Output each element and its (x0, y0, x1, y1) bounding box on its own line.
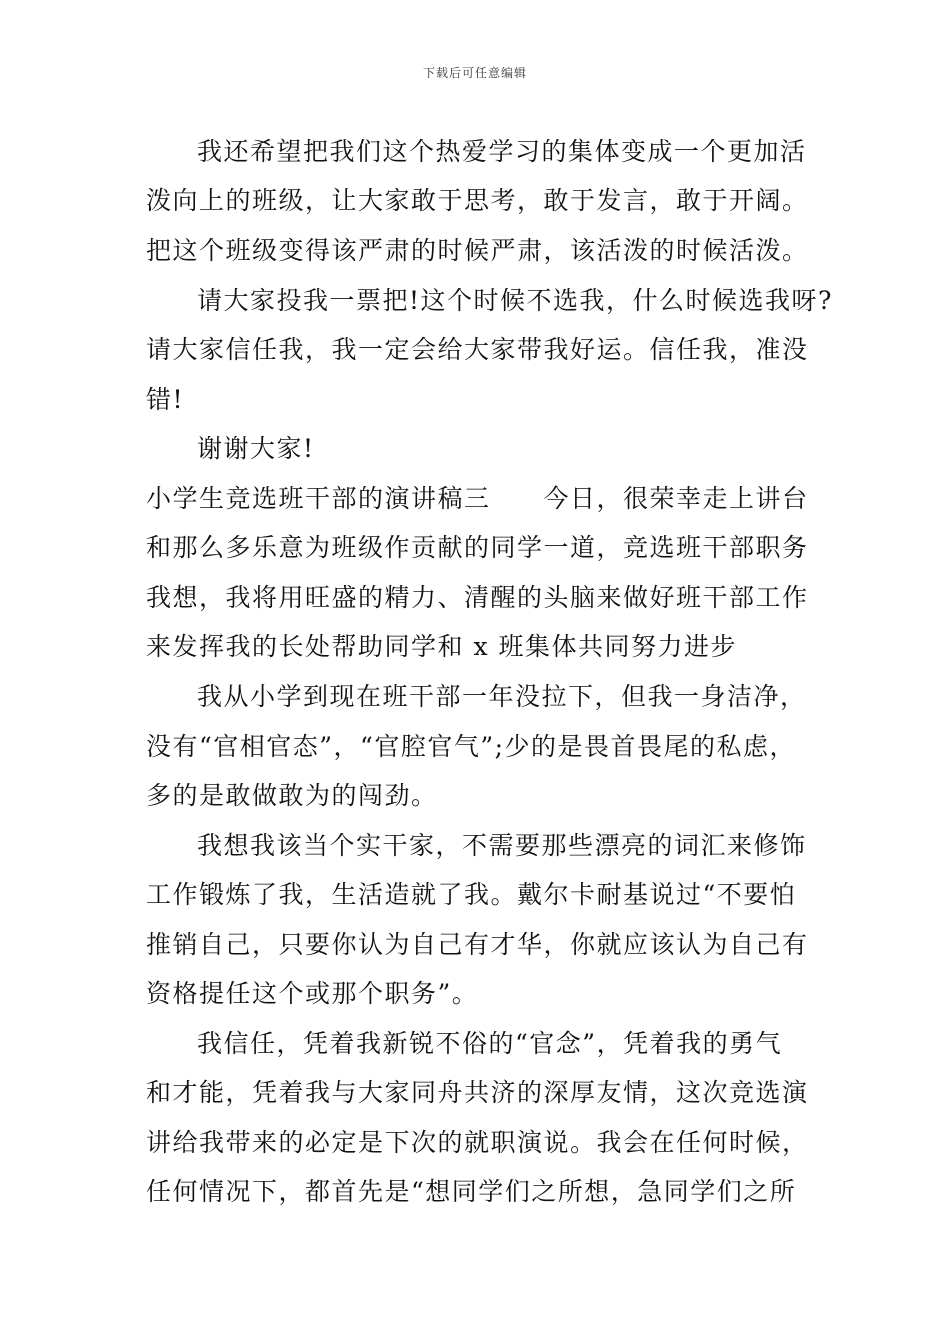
paragraph-line: 推销自己，只要你认为自己有才华，你就应该认为自己有 (146, 930, 809, 959)
paragraph-line: 泼向上的班级，让大家敢于思考，敢于发言，敢于开阔。 (146, 186, 809, 215)
paragraph-line: 把这个班级变得该严肃的时候严肃，该活泼的时候活泼。 (146, 236, 809, 265)
paragraph-line: 没有“官相官态”，“官腔官气”;少的是畏首畏尾的私虑， (146, 732, 797, 761)
paragraph-line: 和那么多乐意为班级作贡献的同学一道，竞选班干部职务 (146, 533, 809, 562)
paragraph-line: 请大家投我一票把!这个时候不选我，什么时候选我呀? (197, 286, 833, 315)
paragraph-line: 讲给我带来的必定是下次的就职演说。我会在任何时候， (146, 1128, 809, 1157)
paragraph-line: 我想我该当个实干家，不需要那些漂亮的词汇来修饰 (197, 831, 807, 860)
paragraph-line: 错! (146, 385, 185, 414)
paragraph-line: 我信任，凭着我新锐不俗的“官念”，凭着我的勇气 (197, 1029, 783, 1058)
paragraph-line: 和才能，凭着我与大家同舟共济的深厚友情，这次竞选演 (146, 1078, 809, 1107)
section-title-line: 小学生竞选班干部的演讲稿三 今日，很荣幸走上讲台 (146, 484, 809, 513)
paragraph-line: 资格提任这个或那个职务”。 (146, 979, 479, 1008)
paragraph-line: 来发挥我的长处帮助同学和 x 班集体共同努力进步 (146, 632, 737, 661)
paragraph-line: 我从小学到现在班干部一年没拉下，但我一身洁净， (197, 682, 807, 711)
page-header-note: 下载后可任意编辑 (422, 66, 527, 80)
paragraph-line: 我想，我将用旺盛的精力、清醒的头脑来做好班干部工作 (146, 583, 809, 612)
paragraph-line: 我还希望把我们这个热爱学习的集体变成一个更加活 (197, 137, 807, 166)
paragraph-line: 谢谢大家! (197, 434, 315, 463)
paragraph-line: 多的是敢做敢为的闯劲。 (146, 781, 438, 810)
paragraph-line: 工作锻炼了我，生活造就了我。戴尔卡耐基说过“不要怕 (146, 880, 797, 909)
paragraph-line: 任何情况下，都首先是“想同学们之所想，急同学们之所 (146, 1177, 797, 1206)
paragraph-line: 请大家信任我，我一定会给大家带我好运。信任我，准没 (146, 335, 809, 364)
